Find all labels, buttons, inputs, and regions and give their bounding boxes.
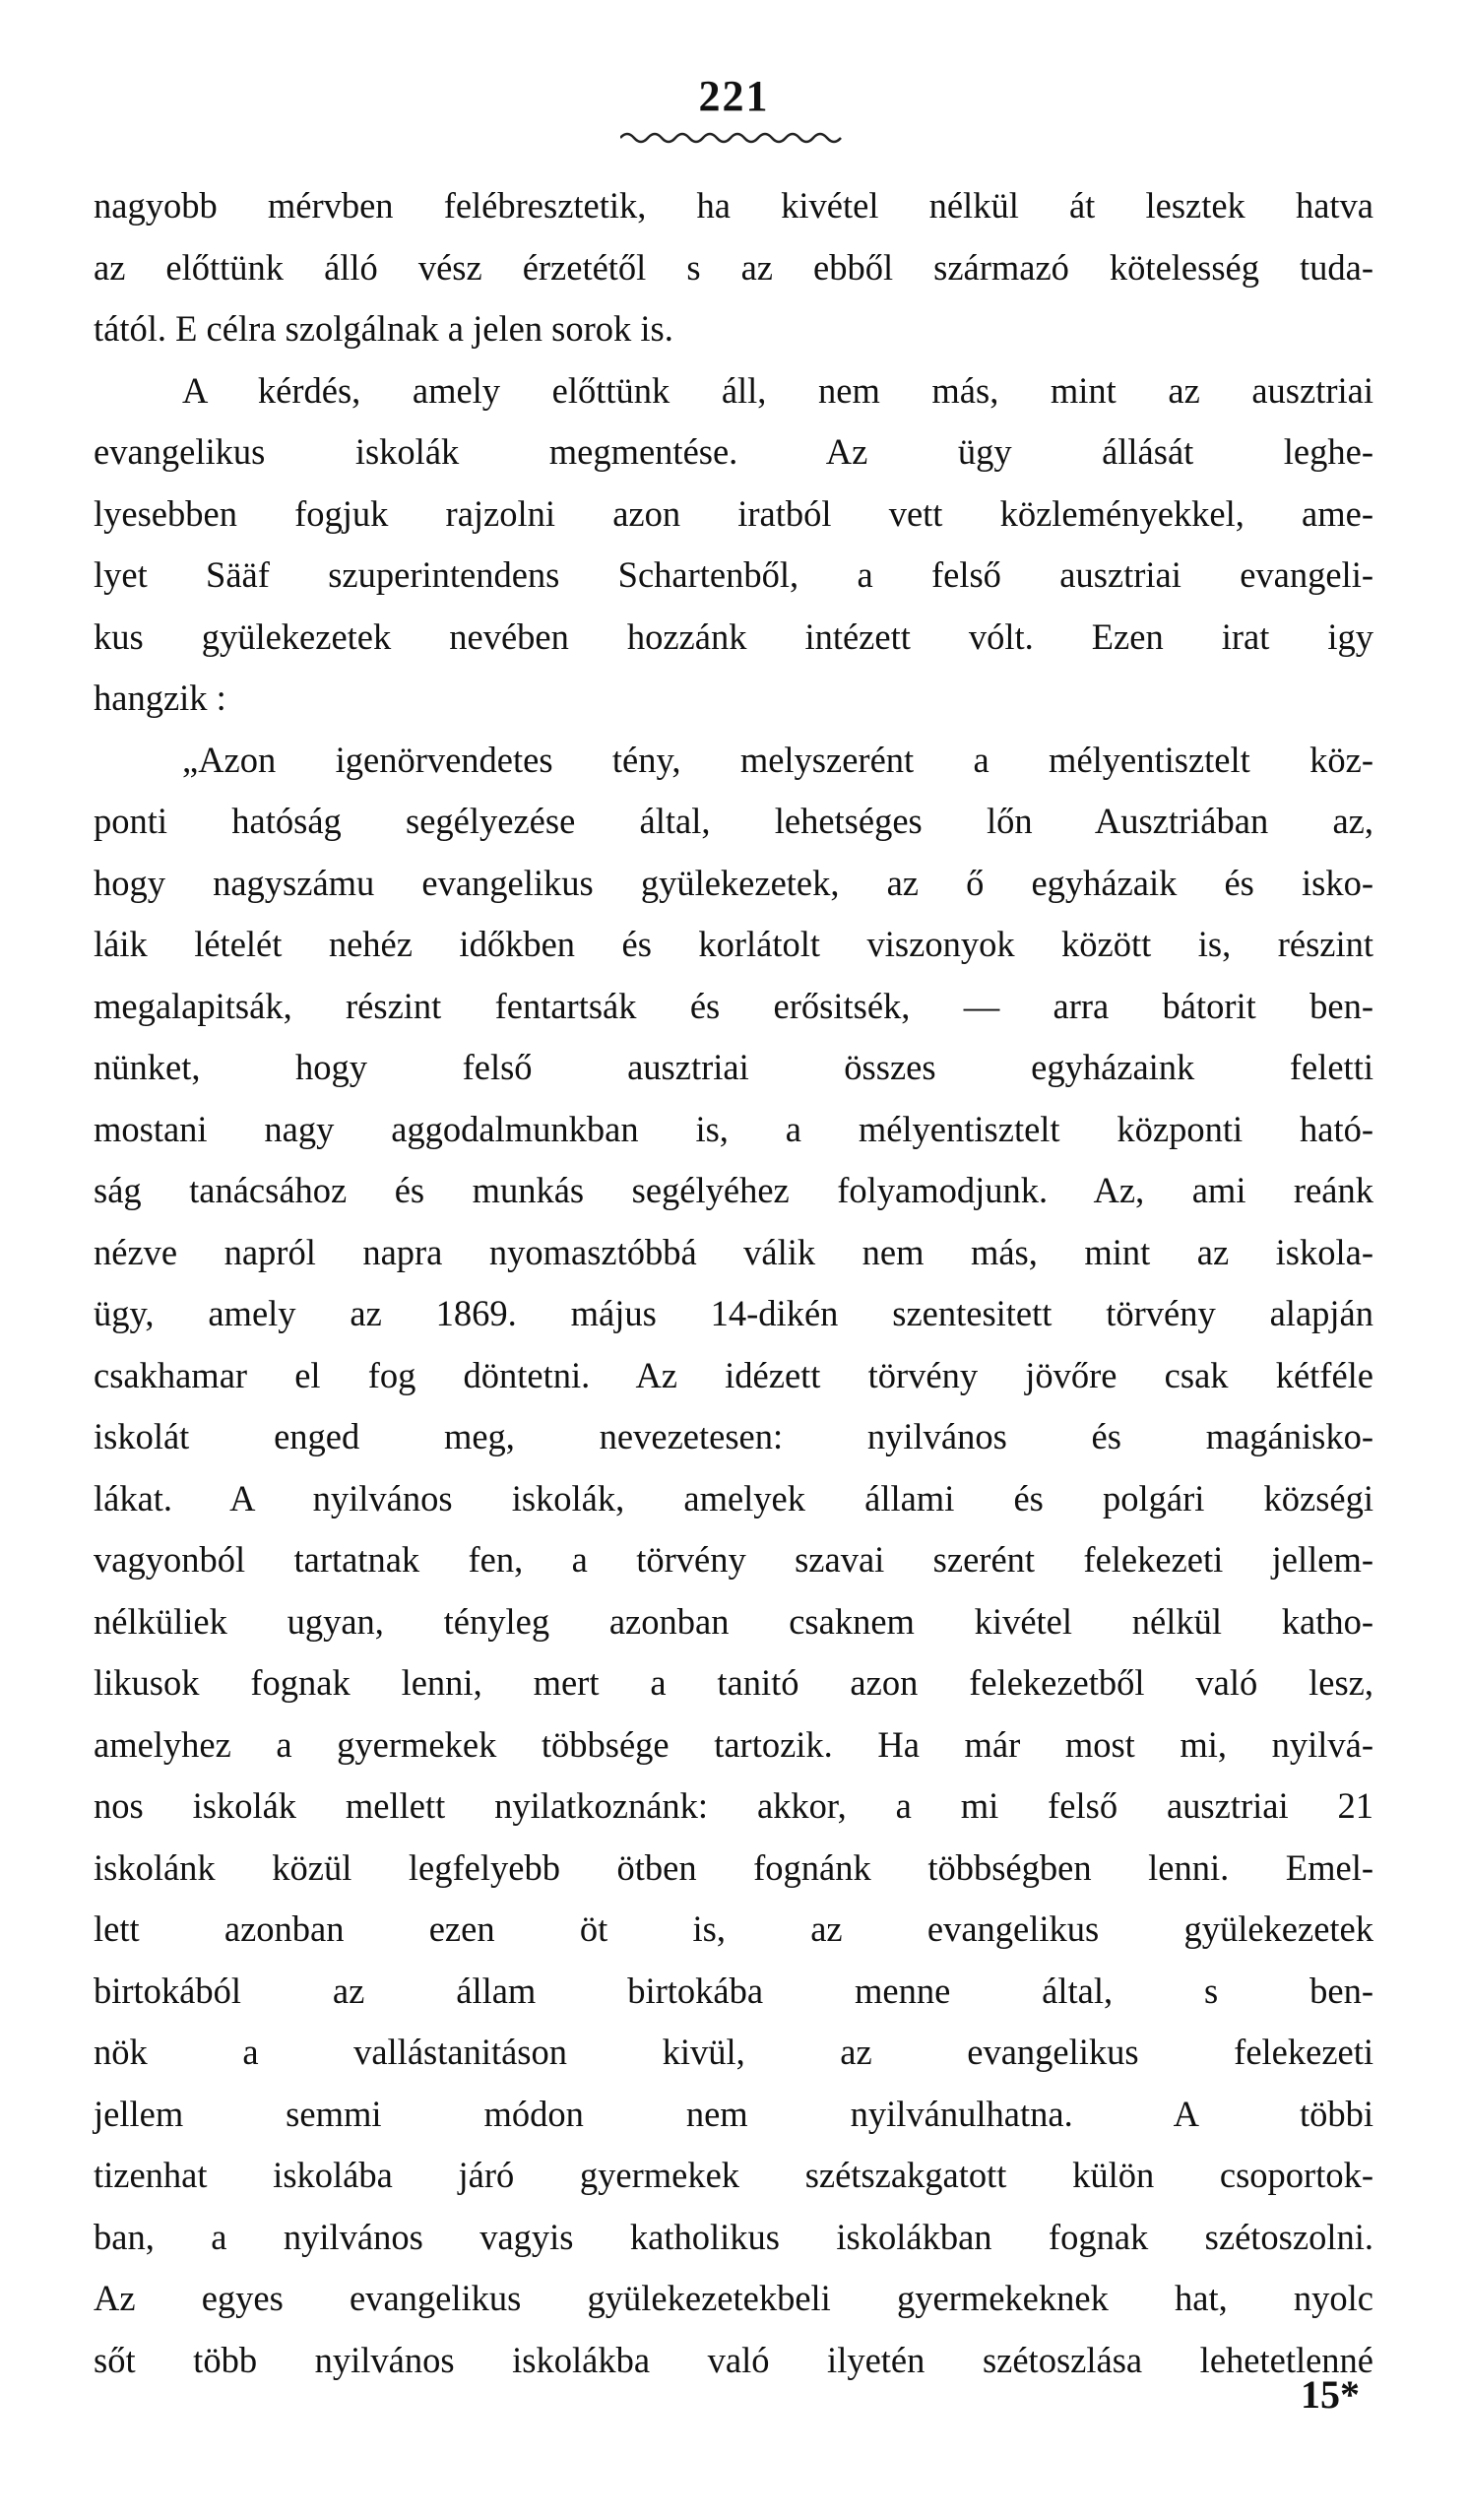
- text-line: amelyhez a gyermekek többsége tartozik. Ha már most mi, nyilvá-: [94, 1723, 1373, 1765]
- text-line: likusok fognak lenni, mert a tanitó azon felekezetből való lesz,: [94, 1662, 1373, 1703]
- text-line: nök a vallástanitáson kivül, az evangelikus felekezeti: [94, 2032, 1373, 2072]
- text-line: birtokából az állam birtokába menne által, s ben-: [94, 1970, 1373, 2011]
- text-line: kus gyülekezetek nevében hozzánk intézett vólt. Ezen irat igy: [94, 615, 1373, 657]
- text-line: nünket, hogy felső ausztriai összes egyházaink feletti: [94, 1047, 1373, 1087]
- signature-mark: 15*: [1301, 2372, 1360, 2417]
- text-line: mostani nagy aggodalmunkban is, a mélyentisztelt központi ható-: [94, 1108, 1373, 1149]
- text-line: evangelikus iskolák megmentése. Az ügy állását leghe-: [94, 431, 1373, 472]
- text-line: lett azonban ezen öt is, az evangelikus gyülekezetek: [94, 1908, 1373, 1949]
- text-line: ság tanácsához és munkás segélyéhez folyamodjunk. Az, ami reánk: [94, 1170, 1373, 1210]
- text-line: iskolát enged meg, nevezetesen: nyilvános és magánisko-: [94, 1416, 1373, 1456]
- text-line: jellem semmi módon nem nyilvánulhatna. A többi: [94, 2093, 1373, 2134]
- text-line: vagyonból tartatnak fen, a törvény szavai szerént felekezeti jellem-: [94, 1539, 1373, 1580]
- text-line: hangzik :: [94, 678, 226, 718]
- page-number-ornament: [620, 128, 847, 148]
- text-line: az előttünk álló vész érzetétől s az ebből származó kötelesség tuda-: [94, 246, 1373, 288]
- body-text: [94, 175, 1373, 2391]
- text-line: nos iskolák mellett nyilatkoznánk: akkor, a mi felső ausztriai 21: [94, 1785, 1373, 1826]
- text-line: nélküliek ugyan, tényleg azonban csaknem kivétel nélkül katho-: [94, 1600, 1373, 1642]
- text-line: tizenhat iskolába járó gyermekek szétszakgatott külön csoportok-: [94, 2155, 1373, 2195]
- text-line: megalapitsák, részint fentartsák és erősitsék, — arra bátorit ben-: [94, 985, 1373, 1026]
- text-line: tától. E célra szolgálnak a jelen sorok is.: [94, 308, 673, 349]
- text-line: lyet Sääf szuperintendens Schartenből, a felső ausztriai evangeli-: [94, 554, 1373, 595]
- page-number: 221: [698, 72, 770, 120]
- text-line: láik lételét nehéz időkben és korlátolt viszonyok között is, részint: [94, 924, 1373, 964]
- text-line: hogy nagyszámu evangelikus gyülekezetek, az ő egyházaik és isko-: [94, 862, 1373, 903]
- text-line: lákat. A nyilvános iskolák, amelyek állami és polgári községi: [94, 1477, 1373, 1518]
- text-line: ügy, amely az 1869. május 14-dikén szentesitett törvény alapján: [94, 1293, 1373, 1333]
- text-line: A kérdés, amely előttünk áll, nem más, mint az ausztriai: [182, 369, 1373, 411]
- text-line: iskolánk közül legfelyebb ötben fognánk többségben lenni. Emel-: [94, 1846, 1373, 1888]
- text-line: „Azon igenörvendetes tény, melyszerént a mélyentisztelt köz-: [182, 739, 1373, 780]
- text-line: nagyobb mérvben felébresztetik, ha kivétel nélkül át lesztek hatva: [94, 185, 1373, 226]
- text-line: sőt több nyilvános iskolákba való ilyetén szétoszlása lehetetlenné: [94, 2339, 1373, 2380]
- text-line: lyesebben fogjuk rajzolni azon iratból vett közleményekkel, ame-: [94, 492, 1373, 534]
- text-line: Az egyes evangelikus gyülekezetekbeli gyermekeknek hat, nyolc: [94, 2278, 1373, 2318]
- text-line: nézve napról napra nyomasztóbbá válik nem más, mint az iskola-: [94, 1231, 1373, 1272]
- text-line: csakhamar el fog döntetni. Az idézett törvény jövőre csak kétféle: [94, 1354, 1373, 1395]
- text-line: ponti hatóság segélyezése által, lehetséges lőn Ausztriában az,: [94, 801, 1373, 841]
- text-line: ban, a nyilvános vagyis katholikus iskolákban fognak szétoszolni.: [94, 2216, 1373, 2257]
